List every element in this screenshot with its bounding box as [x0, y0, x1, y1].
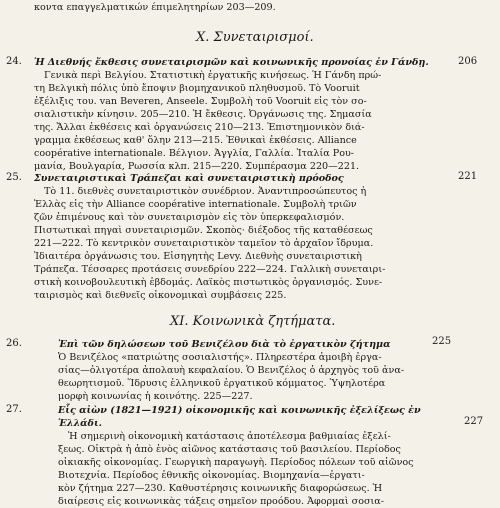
entry-page: 227 [464, 416, 484, 427]
entry-line: Ἰδιαιτέρα ὀργάνωσις του. Εἰσηγητὴς Levy. Διεθνὴς συνεταιριστικὴ [34, 251, 362, 262]
entry-number: 26. [6, 338, 22, 349]
entry-line: κὸν ζήτημα 227—230. Καθυστέρησις κοινωνικῆς διαφορώσεως. Ἡ [58, 483, 383, 494]
section-title-xi: XI. Κοινωνικὰ ζητήματα. [170, 314, 336, 329]
entry-line: ταιρισμὸς καὶ διεθνεῖς οἰκονομικαὶ συμβάσεις 225. [34, 290, 287, 301]
entry-heading: Συνεταιριστικαὶ Τράπεζαι καὶ συνεταιριστικὴ πρόοδος [34, 173, 344, 184]
entry-line: Βιοτεχνία. Περίοδος ἐθνικῆς οἰκονομίας. Βιομηχανία—ἐργατι- [58, 470, 365, 481]
entry-line: γραμμα ἐκθέσεως καθ' ὅλην 213—215. Ἐθνικαὶ ἐκθέσεις. Alliance [34, 135, 357, 146]
entry-line: μορφὴ κοινωνίας ἡ κοινότης. 225—227. [58, 391, 253, 402]
entry-line: Πιστωτικαὶ πηγαὶ συνεταιρισμῶν. Σκοπὸς· διέξοδος τῆς καταθέσεως [34, 225, 373, 236]
entry-line: ξεως. Οἰκτρὰ ἡ ἀπὸ ἑνὸς αἰῶνος κατάστασις τοῦ βασιλείου. Περίοδος [58, 444, 401, 455]
entry-heading: Ἐπὶ τῶν δηλώσεων τοῦ Βενιζέλου διὰ τὸ ἐργατικὸν ζήτημα [58, 339, 391, 350]
entry-number: 24. [6, 56, 22, 67]
entry-line: Ἡ σημερινὴ οἰκονομικὴ κατάστασις ἀποτέλεσμα βαθμιαίας ἐξελί- [68, 431, 391, 442]
entry-line: διαίρεσις εἰς κοινωνικὰς τάξεις σημεῖον προόδου. Ἀφορμαὶ σοσια- [58, 496, 385, 507]
entry-line: σιαλιστικὴν κίνησιν. 205—210. Ἡ ἔκθεσις. Ὀργάνωσις της. Σημασία [34, 109, 372, 120]
entry-line: οἰκιακῆς οἰκονομίας. Γεωργικὴ παραγωγὴ. Περίοδος πόλεων τοῦ αἰῶνος [58, 457, 414, 468]
entry-line: ἐξέλιξις του. van Beveren, Anseele. Συμβολὴ τοῦ Vooruit εἰς τὸν σο- [34, 96, 367, 107]
entry-page: 206 [458, 56, 478, 67]
entry-line: ζῶν ἐπιμένους καὶ τὸν συνεταιρισμὸν εἰς τὸν ὑπερκεφαλισμόν. [34, 212, 345, 223]
entry-line: coopérative internationale. Βέλγιον. Ἀγγλία, Γαλλία. Ἰταλία Ρου- [34, 148, 355, 159]
entry-number: 25. [6, 172, 22, 183]
entry-line: Τὸ 11. διεθνὲς συνεταιριστικὸν συνέδριον. Ἀναντιπροσώπευτος ἡ [44, 186, 367, 197]
entry-heading-continued: Ἑλλάδι. [58, 418, 102, 429]
entry-line: Ἑλλὰς εἰς τὴν Alliance coopérative internationale. Συμβολὴ τριῶν [34, 199, 357, 210]
section-title-x: X. Συνεταιρισμοί. [196, 30, 314, 45]
entry-line: της. Ἄλλαι ἐκθέσεις καὶ ὀργανώσεις 210—213. Ἐπιστημονικὸν διά- [34, 122, 365, 133]
entry-line: θεωρητισμοῦ. Ἵδρυσις ἑλληνικοῦ ἐργατικοῦ κόμματος. Ὑψηλοτέρα [58, 378, 386, 389]
entry-line: Γενικὰ περὶ Βελγίου. Στατιστικὴ ἐργατικῆς κινήσεως. Ἡ Γάνδη πρώ- [44, 70, 382, 81]
entry-page: 225 [432, 336, 452, 347]
entry-line: μανία, Βουλγαρία, Ρωσσία κλπ. 215—220. Συμπέρασμα 220—221. [34, 161, 360, 172]
entry-heading: Ἡ Διεθνής ἔκθεσις συνεταιρισμῶν καὶ κοινωνικῆς προνοίας ἐν Γάνδῃ. [34, 57, 429, 68]
entry-line: Ὁ Βενιζέλος «πατριώτης σοσιαλιστής». Πληρεστέρα ἀμοιβὴ ἐργα- [58, 352, 382, 363]
entry-number: 27. [6, 404, 22, 415]
entry-line: στικὴ κοινοβουλευτικὴ ἑβδομάς. Λαϊκὸς πιστωτικὸς ὀργανισμός. Συνε- [34, 277, 383, 288]
top-line: κοντα επαγγελματικών έπιμελητηρίων 203—209. [34, 2, 276, 13]
entry-line: 221—222. Τὸ κεντρικὸν συνεταιριστικὸν ταμεῖον τὸ ἀρχαῖον ἴδρυμα. [34, 238, 374, 249]
entry-line: Τράπεζα. Τέσσαρες προτάσεις συνεδρίου 222—224. Γαλλικὴ συνεταιρι- [34, 264, 386, 275]
entry-page: 221 [458, 171, 478, 182]
entry-heading: Εἷς αἰὼν (1821—1921) οἰκονομικῆς καὶ κοινωνικῆς ἐξελίξεως ἐν [58, 405, 421, 416]
entry-line: τη Βελγικὴ πόλις ὑπὸ ἔποψιν βιομηχανικοῦ πληθυσμοῦ. Τὸ Vooruit [34, 83, 360, 94]
entry-line: σίας—ὀλιγοτέρα ἀπολαυὴ κεφαλαίου. Ὁ Βενιζέλος ὁ ἀρχηγὸς τοῦ ἀνα- [58, 365, 405, 376]
